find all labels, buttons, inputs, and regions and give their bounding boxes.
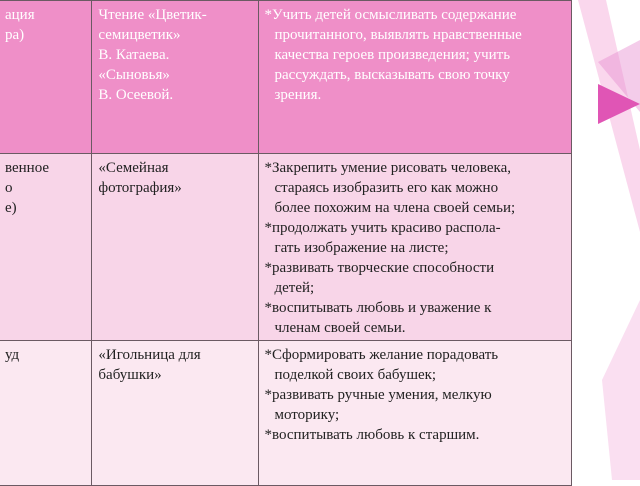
cell-text: венное: [5, 160, 50, 176]
cell-text: ра): [5, 27, 25, 43]
cell-text: гать изображение на листе;: [274, 240, 449, 256]
cell-goals: [258, 341, 572, 486]
cell-text: зрения.: [274, 87, 322, 103]
cell-text: поделкой своих бабушек;: [274, 367, 437, 383]
cell-text: более похожим на члена своей семьи;: [274, 200, 516, 216]
cell-text: о: [5, 180, 13, 196]
cell-activity: [0, 1, 92, 154]
cell-text: *развивать творческие способности: [264, 260, 495, 276]
cell-text: «Игольница для: [98, 347, 201, 363]
table-row: [0, 1, 572, 154]
cell-text: «Сыновья»: [98, 67, 170, 83]
cell-text: *Сформировать желание порадовать: [264, 347, 499, 363]
cell-text: ация: [5, 7, 35, 23]
cell-text: В. Катаева.: [98, 47, 170, 63]
cell-text: *развивать ручные умения, мелкую: [264, 387, 492, 403]
cell-text: е): [5, 200, 17, 216]
deco-ray-3: [602, 300, 640, 480]
cell-text: *воспитывать любовь к старшим.: [264, 427, 480, 443]
cell-topic: [92, 341, 258, 486]
cell-text: прочитанного, выявлять нравственные: [274, 27, 522, 43]
cell-text: уд: [5, 347, 20, 363]
cell-text: В. Осеевой.: [98, 87, 174, 103]
cell-topic: [92, 154, 258, 341]
table-row: [0, 154, 572, 341]
cell-text: качества героев произведения; учить: [274, 47, 511, 63]
cell-text: рассуждать, высказывать свою точку: [274, 67, 510, 83]
cell-text: *продолжать учить красиво распола-: [264, 220, 501, 236]
cell-text: стараясь изобразить его как можно: [274, 180, 499, 196]
cell-text: бабушки»: [98, 367, 162, 383]
cell-text: *воспитывать любовь и уважение к: [264, 300, 492, 316]
cell-text: семицветик»: [98, 27, 181, 43]
cell-topic: [92, 1, 258, 154]
cell-text: Чтение «Цветик-: [98, 7, 207, 23]
cell-text: детей;: [274, 280, 315, 296]
table-row: [0, 341, 572, 486]
cell-activity: [0, 341, 92, 486]
cell-activity: [0, 154, 92, 341]
cell-text: фотография»: [98, 180, 182, 196]
cell-text: «Семейная: [98, 160, 169, 176]
cell-text: *Закрепить умение рисовать человека,: [264, 160, 512, 176]
cell-goals: [258, 154, 572, 341]
cell-text: *Учить детей осмысливать содержание: [264, 7, 517, 23]
cell-text: членам своей семьи.: [274, 320, 406, 336]
cell-goals: [258, 1, 572, 154]
cell-text: моторику;: [274, 407, 340, 423]
